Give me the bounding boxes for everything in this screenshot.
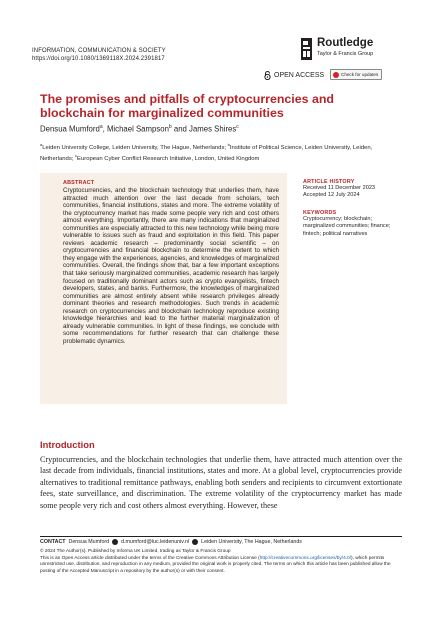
body-paragraph: Cryptocurrencies, and the blockchain technologies that underlie them, have attracted much attention over the last decade from individuals, financial institutions, states and more. At a global level, cryptocurrencies provide alternatives to traditional remittance pathways, enabling both senders and recipients to circumvent extortionate fees, state surveillance, and discrimination. The extreme volatility of the cryptocurrency market has made some people very rich and cost others almost everything. However, these (40, 455, 402, 510)
check-updates-icon (333, 72, 339, 78)
affiliation-text: Institute of Political Science, Leiden University, Leiden, Netherlands; (40, 144, 373, 163)
contact-line (40, 539, 302, 545)
author-affil-marker: c (236, 124, 239, 130)
accepted-date: Accepted 12 July 2024 (303, 192, 360, 199)
publisher-subtitle: Taylor & Francis Group (317, 51, 374, 57)
affiliations (40, 141, 402, 163)
open-access-lock-icon (264, 71, 271, 80)
affil-marker: b (227, 142, 230, 147)
doi-link[interactable]: https://doi.org/10.1080/1369118X.2024.2391817 (32, 56, 165, 62)
section-heading: Introduction (40, 439, 95, 450)
affil-marker: c (75, 153, 78, 159)
author-affil-marker: b (168, 124, 172, 130)
email-icon (112, 539, 118, 545)
affiliation-text: Leiden University College, Leiden University, The Hague, Netherlands; (42, 144, 228, 151)
footer-divider (40, 536, 402, 537)
author-name: Densua Mumford (40, 124, 100, 134)
routledge-logo-icon (300, 38, 313, 60)
author-separator: and (171, 124, 190, 134)
license-notice (40, 549, 402, 575)
contact-label: CONTACT (40, 539, 66, 545)
contact-name: Densua Mumford (68, 539, 110, 545)
check-updates-button[interactable] (330, 69, 382, 80)
article-title: The promises and pitfalls of cryptocurrencies and blockchain for marginalized communities (40, 92, 335, 120)
open-access-badge (264, 71, 324, 80)
author-list (40, 124, 239, 134)
affiliation-text: European Cyber Conflict Research Initiative, London, United Kingdom (77, 156, 260, 163)
license-text: ), which permits unrestricted use, distribution, and reproduction in any medium, provided the original work is properly cited. The terms on which this article has been published allow the posting of the Accepted Manuscript in a repository by the author(s) or with their consent. (40, 555, 391, 574)
journal-header (32, 47, 166, 63)
license-text: © 2024 The Author(s). Published by Informa UK Limited, trading as Taylor & Francis Group This is an Open Access article distributed under the terms of the Creative Commons Attribution License ( (40, 549, 260, 561)
license-link[interactable]: http://creativecommons.org/licenses/by/4.0/ (259, 555, 352, 561)
author-separator: , (102, 124, 107, 134)
abstract-heading: ABSTRACT (63, 180, 95, 186)
publisher-logo[interactable] (300, 37, 410, 63)
check-updates-label: Check for updates (341, 72, 379, 77)
open-access-label: OPEN ACCESS (274, 72, 325, 79)
author-name: Michael Sampson (106, 124, 169, 134)
contact-email[interactable]: d.mumford@luc.leidenuniv.nl (121, 539, 190, 545)
keywords (303, 210, 403, 238)
location-icon (192, 539, 198, 545)
article-history (303, 179, 403, 200)
keywords-text: Cryptocurrency; blockchain; marginalized communities; finance; fintech; political narratives (303, 216, 391, 237)
affil-marker: a (40, 142, 43, 147)
author-affil-marker: a (99, 124, 103, 130)
received-date: Received 11 December 2023 (303, 185, 376, 191)
keywords-heading: KEYWORDS (303, 210, 337, 216)
abstract-text: Cryptocurrencies, and the blockchain technology that underlies them, have attracted much attention over the last decade from scholars, tech communities, financial institutions, states and more. The extreme volatility of the cryptocurrency market has made some people very rich and cost others almost everything. Importantly, there are many indications that marginalized communities are especially attracted to this new technology while being more vulnerable to issues such as fraud and exploitation in this field. This paper reviews academic research – predominantly social scientific – on cryptocurrencies and financial blockchain to determine the extent to which they engage with the experiences, agencies, and knowledges of marginalized communities. Overall, the findings show that, bar a few important exceptions that take seriously marginalized communities, academic research has largely focused on traditionally dominant actors such as crypto evangelists, fintech developers, states, and banks. Furthermore, the knowledges of marginalized communities are almost entirely absent while research privileges already dominant theories and research methodologies. Such trends in academic research on cryptocurrencies and blockchain technology reproduce existing knowledge hierarchies and lead to the further material marginalization of already vulnerable communities. In light of these findings, we conclude with some recommendations for further research that can challenge these problematic dynamics. (63, 187, 279, 345)
author-name: James Shires (189, 124, 237, 134)
contact-affiliation: Leiden University, The Hague, Netherlands (201, 539, 302, 545)
abstract-box (40, 173, 287, 404)
publisher-name: Routledge (317, 37, 374, 49)
journal-name: INFORMATION, COMMUNICATION & SOCIETY (32, 48, 166, 54)
article-history-heading: ARTICLE HISTORY (303, 179, 355, 185)
